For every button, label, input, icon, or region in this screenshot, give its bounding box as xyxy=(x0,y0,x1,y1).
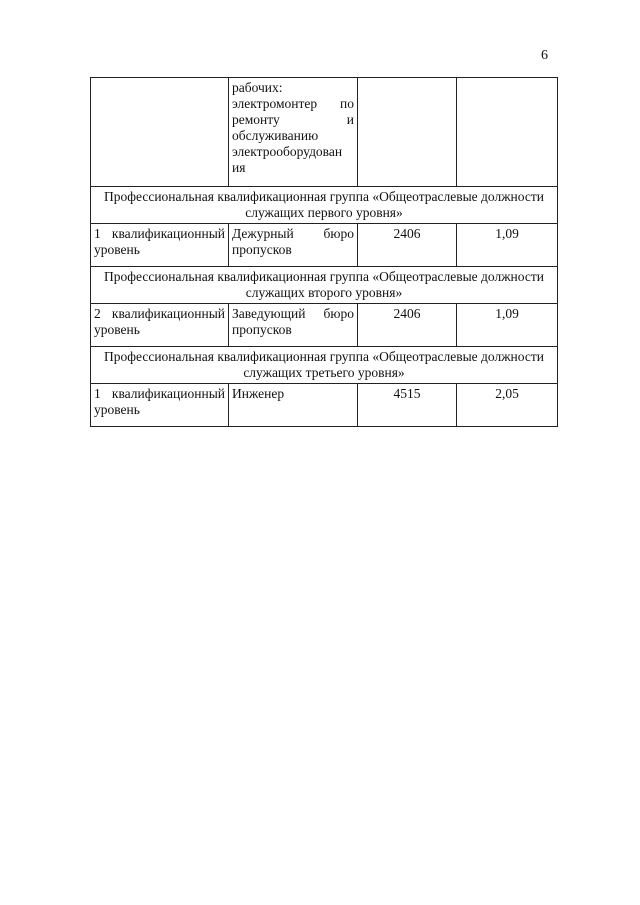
level-cell: 1 квалификационный уровень xyxy=(91,384,229,427)
salary-cell: 2406 xyxy=(358,304,457,347)
coefficient-cell: 1,09 xyxy=(457,304,558,347)
group-header: Профессиональная квалификационная группа «Общеотраслевые должности служащих второго уровня» xyxy=(91,267,558,304)
group-header-row xyxy=(91,267,558,304)
salary-cell: 2406 xyxy=(358,224,457,267)
group-header: Профессиональная квалификационная группа «Общеотраслевые должности служащих третьего уровня» xyxy=(91,347,558,384)
group-header-row xyxy=(91,347,558,384)
salary-cell: 4515 xyxy=(358,384,457,427)
position-cell: Заведующий бюро пропусков xyxy=(229,304,358,347)
level-cell: 1 квалификационный уровень xyxy=(91,224,229,267)
coefficient-cell: 2,05 xyxy=(457,384,558,427)
position-cell: Инженер xyxy=(229,384,358,427)
position-cell: Дежурный бюро пропусков xyxy=(229,224,358,267)
coefficient-cell-empty xyxy=(457,78,558,187)
table-row xyxy=(91,224,558,267)
position-line: электромонтер по ремонту и обслуживанию электрооборудован xyxy=(232,96,354,159)
table-row xyxy=(91,304,558,347)
salary-cell-empty xyxy=(358,78,457,187)
level-cell-empty xyxy=(91,78,229,187)
salary-table xyxy=(90,77,558,427)
table-row xyxy=(91,78,558,187)
page-number: 6 xyxy=(541,48,548,63)
position-line: рабочих: xyxy=(232,80,283,95)
group-header: Профессиональная квалификационная группа «Общеотраслевые должности служащих первого уровня» xyxy=(91,187,558,224)
coefficient-cell: 1,09 xyxy=(457,224,558,267)
position-cell xyxy=(229,78,358,187)
position-line: ия xyxy=(232,160,246,175)
level-cell: 2 квалификационный уровень xyxy=(91,304,229,347)
group-header-row xyxy=(91,187,558,224)
table-row xyxy=(91,384,558,427)
